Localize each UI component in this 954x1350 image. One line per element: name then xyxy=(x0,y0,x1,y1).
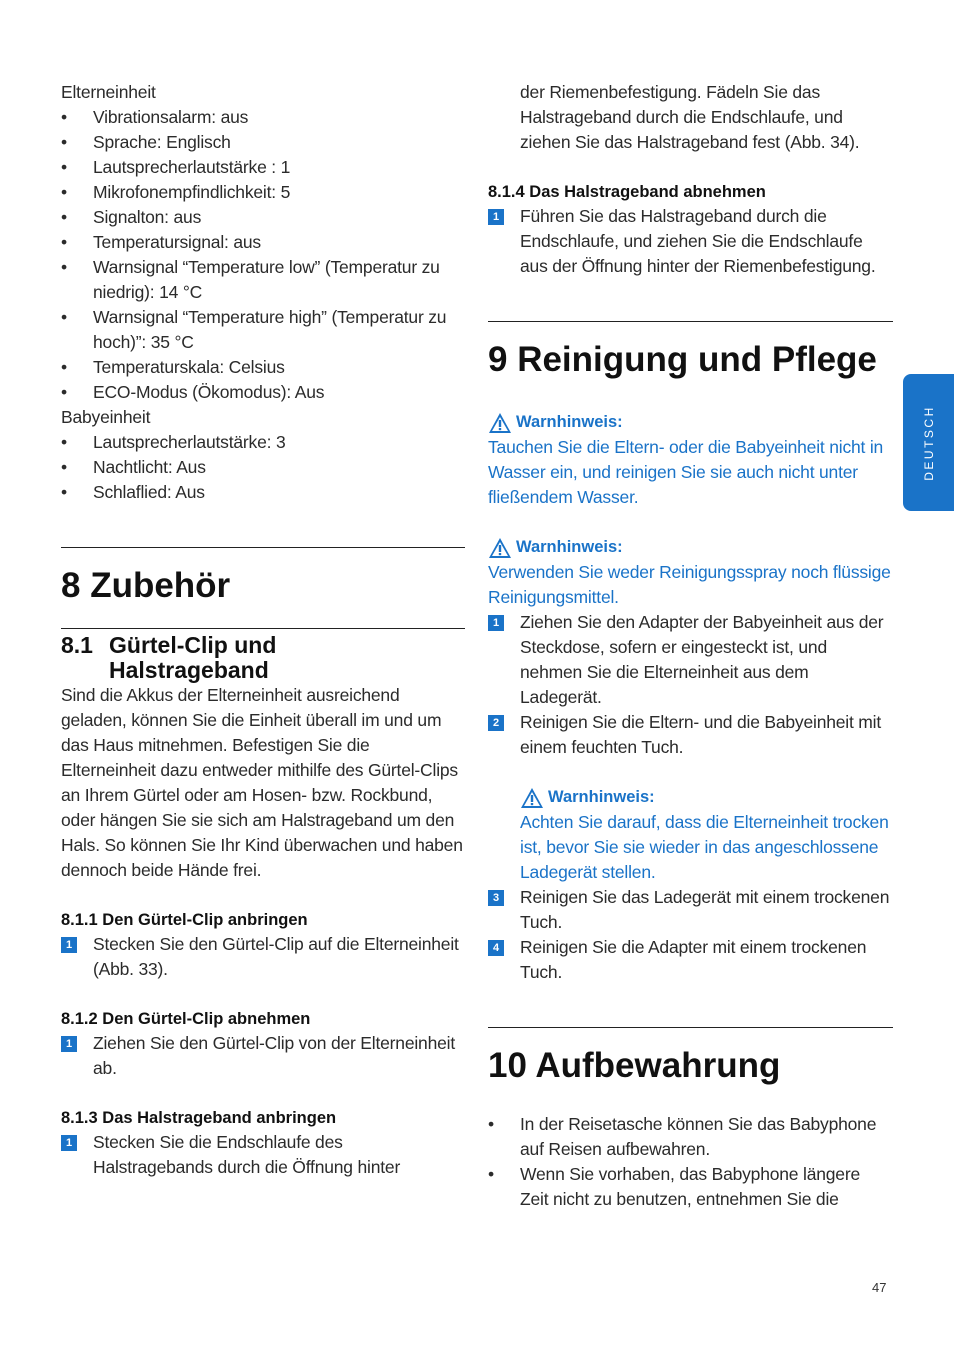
step-number-badge: 1 xyxy=(488,615,504,631)
step-text: Stecken Sie die Endschlaufe des Halstragebands durch die Öffnung hinter xyxy=(93,1132,401,1177)
section-8-1-text: Sind die Akkus der Elterneinheit ausreichend geladen, können Sie die Einheit überall im und um das Haus mitnehmen. Befestigen Sie die Elterneinheit dazu entweder mithilfe des Gürtel-Clips an Ihrem Gürtel oder am Hosen- bzw. Rockbund, oder hängen Sie sie sich am Halstrageband um den Hals. So können Sie Ihr Kind überwachen und haben dennoch beide Hände frei. xyxy=(61,685,463,880)
section-number: 8.1 xyxy=(61,632,93,658)
step-item xyxy=(488,610,893,710)
bullet-item xyxy=(488,1162,893,1212)
bullet-marker: • xyxy=(488,1114,494,1134)
section-divider xyxy=(61,547,465,548)
continued-text: der Riemenbefestigung. Fädeln Sie das Halstrageband durch die Endschlaufe, und ziehen Sie das Halstrageband fest (Abb. 34). xyxy=(520,82,860,152)
bullet-item xyxy=(61,105,465,130)
step-text: Ziehen Sie den Adapter der Babyeinheit aus der Steckdose, sofern er eingesteckt ist, und nehmen Sie die Elterneinheit aus dem Ladegerät. xyxy=(520,612,884,707)
parent-unit-label: Elterneinheit xyxy=(61,82,156,102)
step-text: Ziehen Sie den Gürtel-Clip von der Elterneinheit ab. xyxy=(93,1033,455,1078)
warning-text: Tauchen Sie die Eltern- oder die Babyeinheit nicht in Wasser ein, und reinigen Sie sie auch nicht unter fließendem Wasser. xyxy=(488,437,884,507)
bullet-marker: • xyxy=(61,157,67,177)
warning-box xyxy=(488,535,893,610)
bullet-item xyxy=(61,355,465,380)
bullet-text: In der Reisetasche können Sie das Babyphone auf Reisen aufbewahren. xyxy=(520,1114,877,1159)
section-divider xyxy=(488,1027,893,1028)
bullet-marker: • xyxy=(61,357,67,377)
page-number: 47 xyxy=(872,1280,887,1295)
bullet-marker: • xyxy=(61,382,67,402)
step-number-badge: 4 xyxy=(488,940,504,956)
subsection-8-1-4-heading: 8.1.4 Das Halstrageband abnehmen xyxy=(488,183,766,201)
step-number-badge: 1 xyxy=(61,1036,77,1052)
bullet-text: Signalton: aus xyxy=(93,207,202,227)
warning-label: Warnhinweis: xyxy=(548,788,655,806)
storage-list xyxy=(488,1112,893,1212)
language-side-tab xyxy=(903,374,954,511)
step-item xyxy=(61,1031,465,1081)
side-tab-label: DEUTSCH xyxy=(921,404,936,481)
bullet-marker: • xyxy=(61,482,67,502)
bullet-item xyxy=(61,430,465,455)
baby-unit-label: Babyeinheit xyxy=(61,407,151,427)
bullet-item xyxy=(61,130,465,155)
bullet-text: Warnsignal “Temperature high” (Temperatur zu hoch)”: 35 °C xyxy=(93,307,447,352)
step-text: Stecken Sie den Gürtel-Clip auf die Elterneinheit (Abb. 33). xyxy=(93,934,459,979)
warning-text: Achten Sie darauf, dass die Elterneinheit trocken ist, bevor Sie sie wieder in das angeschlossene Ladegerät stellen. xyxy=(520,812,889,882)
bullet-item xyxy=(61,155,465,180)
bullet-marker: • xyxy=(61,432,67,452)
bullet-marker: • xyxy=(61,107,67,127)
bullet-marker: • xyxy=(61,132,67,152)
bullet-text: Temperaturskala: Celsius xyxy=(93,357,285,377)
bullet-item xyxy=(61,255,465,305)
bullet-item xyxy=(61,455,465,480)
section-divider xyxy=(61,628,465,629)
step-number-badge: 1 xyxy=(61,1135,77,1151)
warning-box xyxy=(488,410,893,510)
bullet-item xyxy=(61,230,465,255)
section-title: Gürtel-Clip und Halstrageband xyxy=(109,632,277,683)
step-number-badge: 2 xyxy=(488,715,504,731)
subsection-8-1-3-heading: 8.1.3 Das Halstrageband anbringen xyxy=(61,1109,337,1127)
warning-icon xyxy=(488,537,512,559)
subsection-8-1-1-heading: 8.1.1 Den Gürtel-Clip anbringen xyxy=(61,911,308,929)
bullet-marker: • xyxy=(61,207,67,227)
bullet-marker: • xyxy=(488,1164,494,1184)
step-number-badge: 1 xyxy=(488,209,504,225)
step-item xyxy=(61,932,465,982)
section-9-heading: 9 Reinigung und Pflege xyxy=(488,340,877,379)
bullet-text: Nachtlicht: Aus xyxy=(93,457,206,477)
warning-text: Verwenden Sie weder Reinigungsspray noch flüssige Reinigungsmittel. xyxy=(488,562,891,607)
step-item xyxy=(488,710,893,760)
subsection-8-1-2-heading: 8.1.2 Den Gürtel-Clip abnehmen xyxy=(61,1010,311,1028)
section-divider xyxy=(488,321,893,322)
bullet-marker: • xyxy=(61,232,67,252)
bullet-text: Warnsignal “Temperature low” (Temperatur zu niedrig): 14 °C xyxy=(93,257,440,302)
step-item xyxy=(488,204,893,279)
step-text: Führen Sie das Halstrageband durch die Endschlaufe, und ziehen Sie die Endschlaufe aus der Öffnung hinter der Riemenbefestigung. xyxy=(520,206,876,276)
bullet-text: ECO-Modus (Ökomodus): Aus xyxy=(93,382,325,402)
section-10-heading: 10 Aufbewahrung xyxy=(488,1046,781,1085)
bullet-marker: • xyxy=(61,182,67,202)
step-number-badge: 3 xyxy=(488,890,504,906)
bullet-marker: • xyxy=(61,457,67,477)
bullet-text: Lautsprecherlautstärke: 3 xyxy=(93,432,286,452)
bullet-marker: • xyxy=(61,307,67,327)
warning-icon xyxy=(488,412,512,434)
step-number-badge: 1 xyxy=(61,937,77,953)
step-text: Reinigen Sie die Adapter mit einem trockenen Tuch. xyxy=(520,937,867,982)
bullet-text: Schlaflied: Aus xyxy=(93,482,205,502)
step-text: Reinigen Sie die Eltern- und die Babyeinheit mit einem feuchten Tuch. xyxy=(520,712,882,757)
left-column xyxy=(61,80,465,1180)
warning-icon xyxy=(520,787,544,809)
bullet-text: Mikrofonempfindlichkeit: 5 xyxy=(93,182,291,202)
section-8-heading: 8 Zubehör xyxy=(61,566,231,605)
step-item xyxy=(488,885,893,935)
section-8-1-heading xyxy=(61,633,465,683)
bullet-item xyxy=(61,480,465,505)
bullet-marker: • xyxy=(61,257,67,277)
warning-label: Warnhinweis: xyxy=(516,413,623,431)
step-text: Reinigen Sie das Ladegerät mit einem trockenen Tuch. xyxy=(520,887,890,932)
bullet-item xyxy=(488,1112,893,1162)
warning-box xyxy=(488,785,893,885)
bullet-text: Temperatursignal: aus xyxy=(93,232,261,252)
step-item xyxy=(488,935,893,985)
warning-label: Warnhinweis: xyxy=(516,538,623,556)
bullet-item xyxy=(61,380,465,405)
right-column xyxy=(488,80,893,1212)
parent-defaults-list xyxy=(61,105,465,405)
bullet-text: Lautsprecherlautstärke : 1 xyxy=(93,157,291,177)
bullet-text: Vibrationsalarm: aus xyxy=(93,107,249,127)
bullet-item xyxy=(61,305,465,355)
bullet-text: Wenn Sie vorhaben, das Babyphone längere Zeit nicht zu benutzen, entnehmen Sie die xyxy=(520,1164,860,1209)
baby-defaults-list xyxy=(61,430,465,505)
step-item xyxy=(61,1130,465,1180)
bullet-text: Sprache: Englisch xyxy=(93,132,231,152)
bullet-item xyxy=(61,205,465,230)
bullet-item xyxy=(61,180,465,205)
